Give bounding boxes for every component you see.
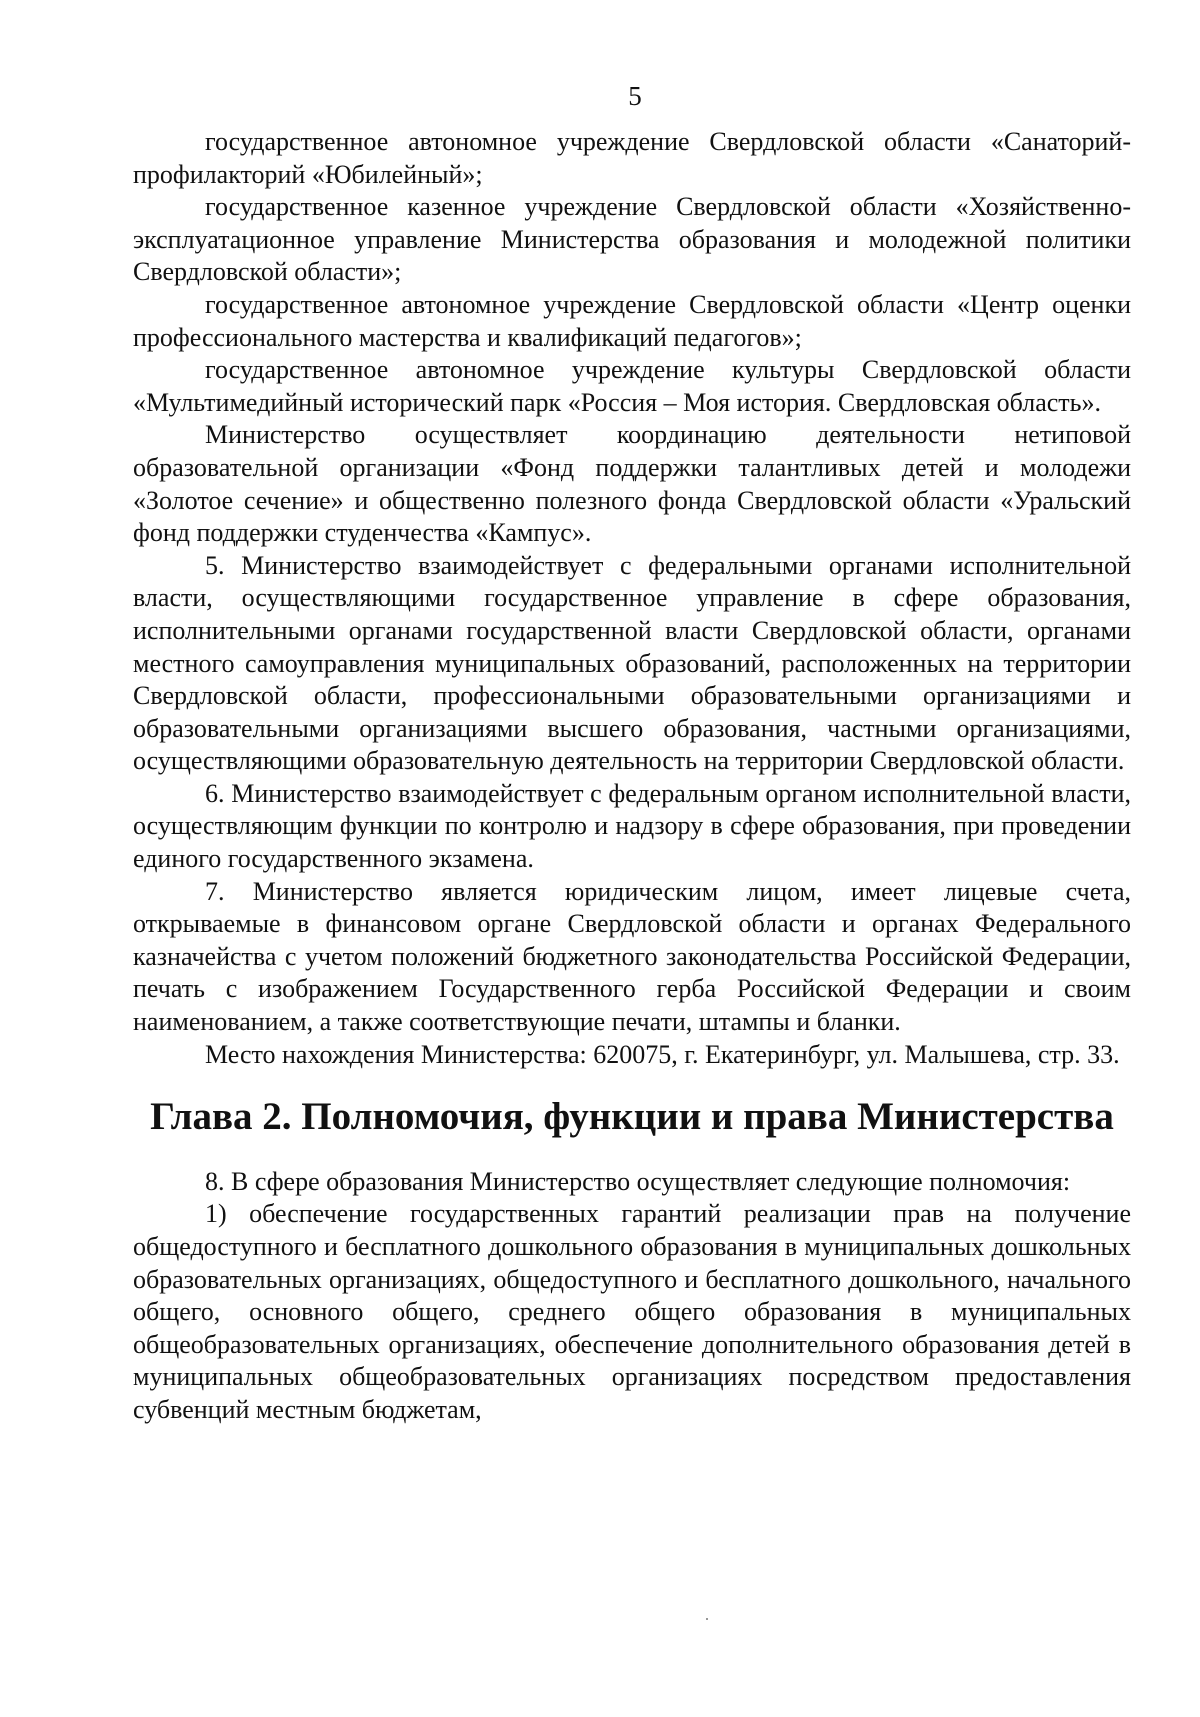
page-number: 5 [628,81,642,111]
chapter-title: Глава 2. Полномочия, функции и права Министерства [150,1095,1114,1139]
paragraph-location: Место нахождения Министерства: 620075, г. Екатеринбург, ул. Малышева, стр. 33. [205,1039,1120,1069]
paragraph-item-6: 6. Министерство взаимодействует с федеральным органом исполнительной власти, осуществляющим функции по контролю и надзору в сфере образования, при проведении единого государственного экзамена. [133,778,1131,874]
paragraph-coordination: Министерство осуществляет координацию деятельности нетиповой образовательной организации «Фонд поддержки талантливых детей и молодежи «Золотое сечение» и общественно полезного фонда Свердловской области «Уральский фонд поддержки студенчества «Кампус». [133,420,1131,548]
scan-speck [706,1618,708,1620]
paragraph-item-5: 5. Министерство взаимодействует с федеральными органами исполнительной власти, осуществляющими государственное управление в сфере образования, исполнительными органами государственной власти Свердловской области, органами местного самоуправления муниципальных образований, расположенных на территории Свердловской области, профессиональными образовательными организациями и образовательными организациями высшего образования, частными организациями, осуществляющими образовательную деятельность на территории Свердловской области. [133,550,1131,776]
paragraph-sanatorium: государственное автономное учреждение Свердловской области «Санаторий-профилакторий «Юбилейный»; [133,127,1131,189]
paragraph-maintenance-office: государственное казенное учреждение Свердловской области «Хозяйственно-эксплуатационное управление Министерства образования и молодежной политики Свердловской области»; [133,192,1131,287]
paragraph-assessment-center: государственное автономное учреждение Свердловской области «Центр оценки профессионального мастерства и квалификаций педагогов»; [133,289,1131,352]
paragraph-history-park: государственное автономное учреждение культуры Свердловской области «Мультимедийный исторический парк «Россия – Моя история. Свердловская область». [133,355,1131,417]
paragraph-subitem-1: 1) обеспечение государственных гарантий реализации прав на получение общедоступного и бесплатного дошкольного образования в муниципальных дошкольных образовательных организациях, общедоступного и бесплатного дошкольного, начального общего, основного общего, среднего общего образования в муниципальных общеобразовательных организациях, обеспечение дополнительного образования детей в муниципальных общеобразовательных организациях посредством предоставления субвенций местным бюджетам, [133,1199,1131,1424]
paragraph-item-8: 8. В сфере образования Министерство осуществляет следующие полномочия: [205,1166,1071,1196]
document-body [133,126,1131,1427]
paragraph-item-7: 7. Министерство является юридическим лицом, имеет лицевые счета, открываемые в финансовом органе Свердловской области и органах Федерального казначейства с учетом положений бюджетного законодательства Российской Федерации, печать с изображением Государственного герба Российской Федерации и своим наименованием, а также соответствующие печати, штампы и бланки. [133,876,1131,1037]
